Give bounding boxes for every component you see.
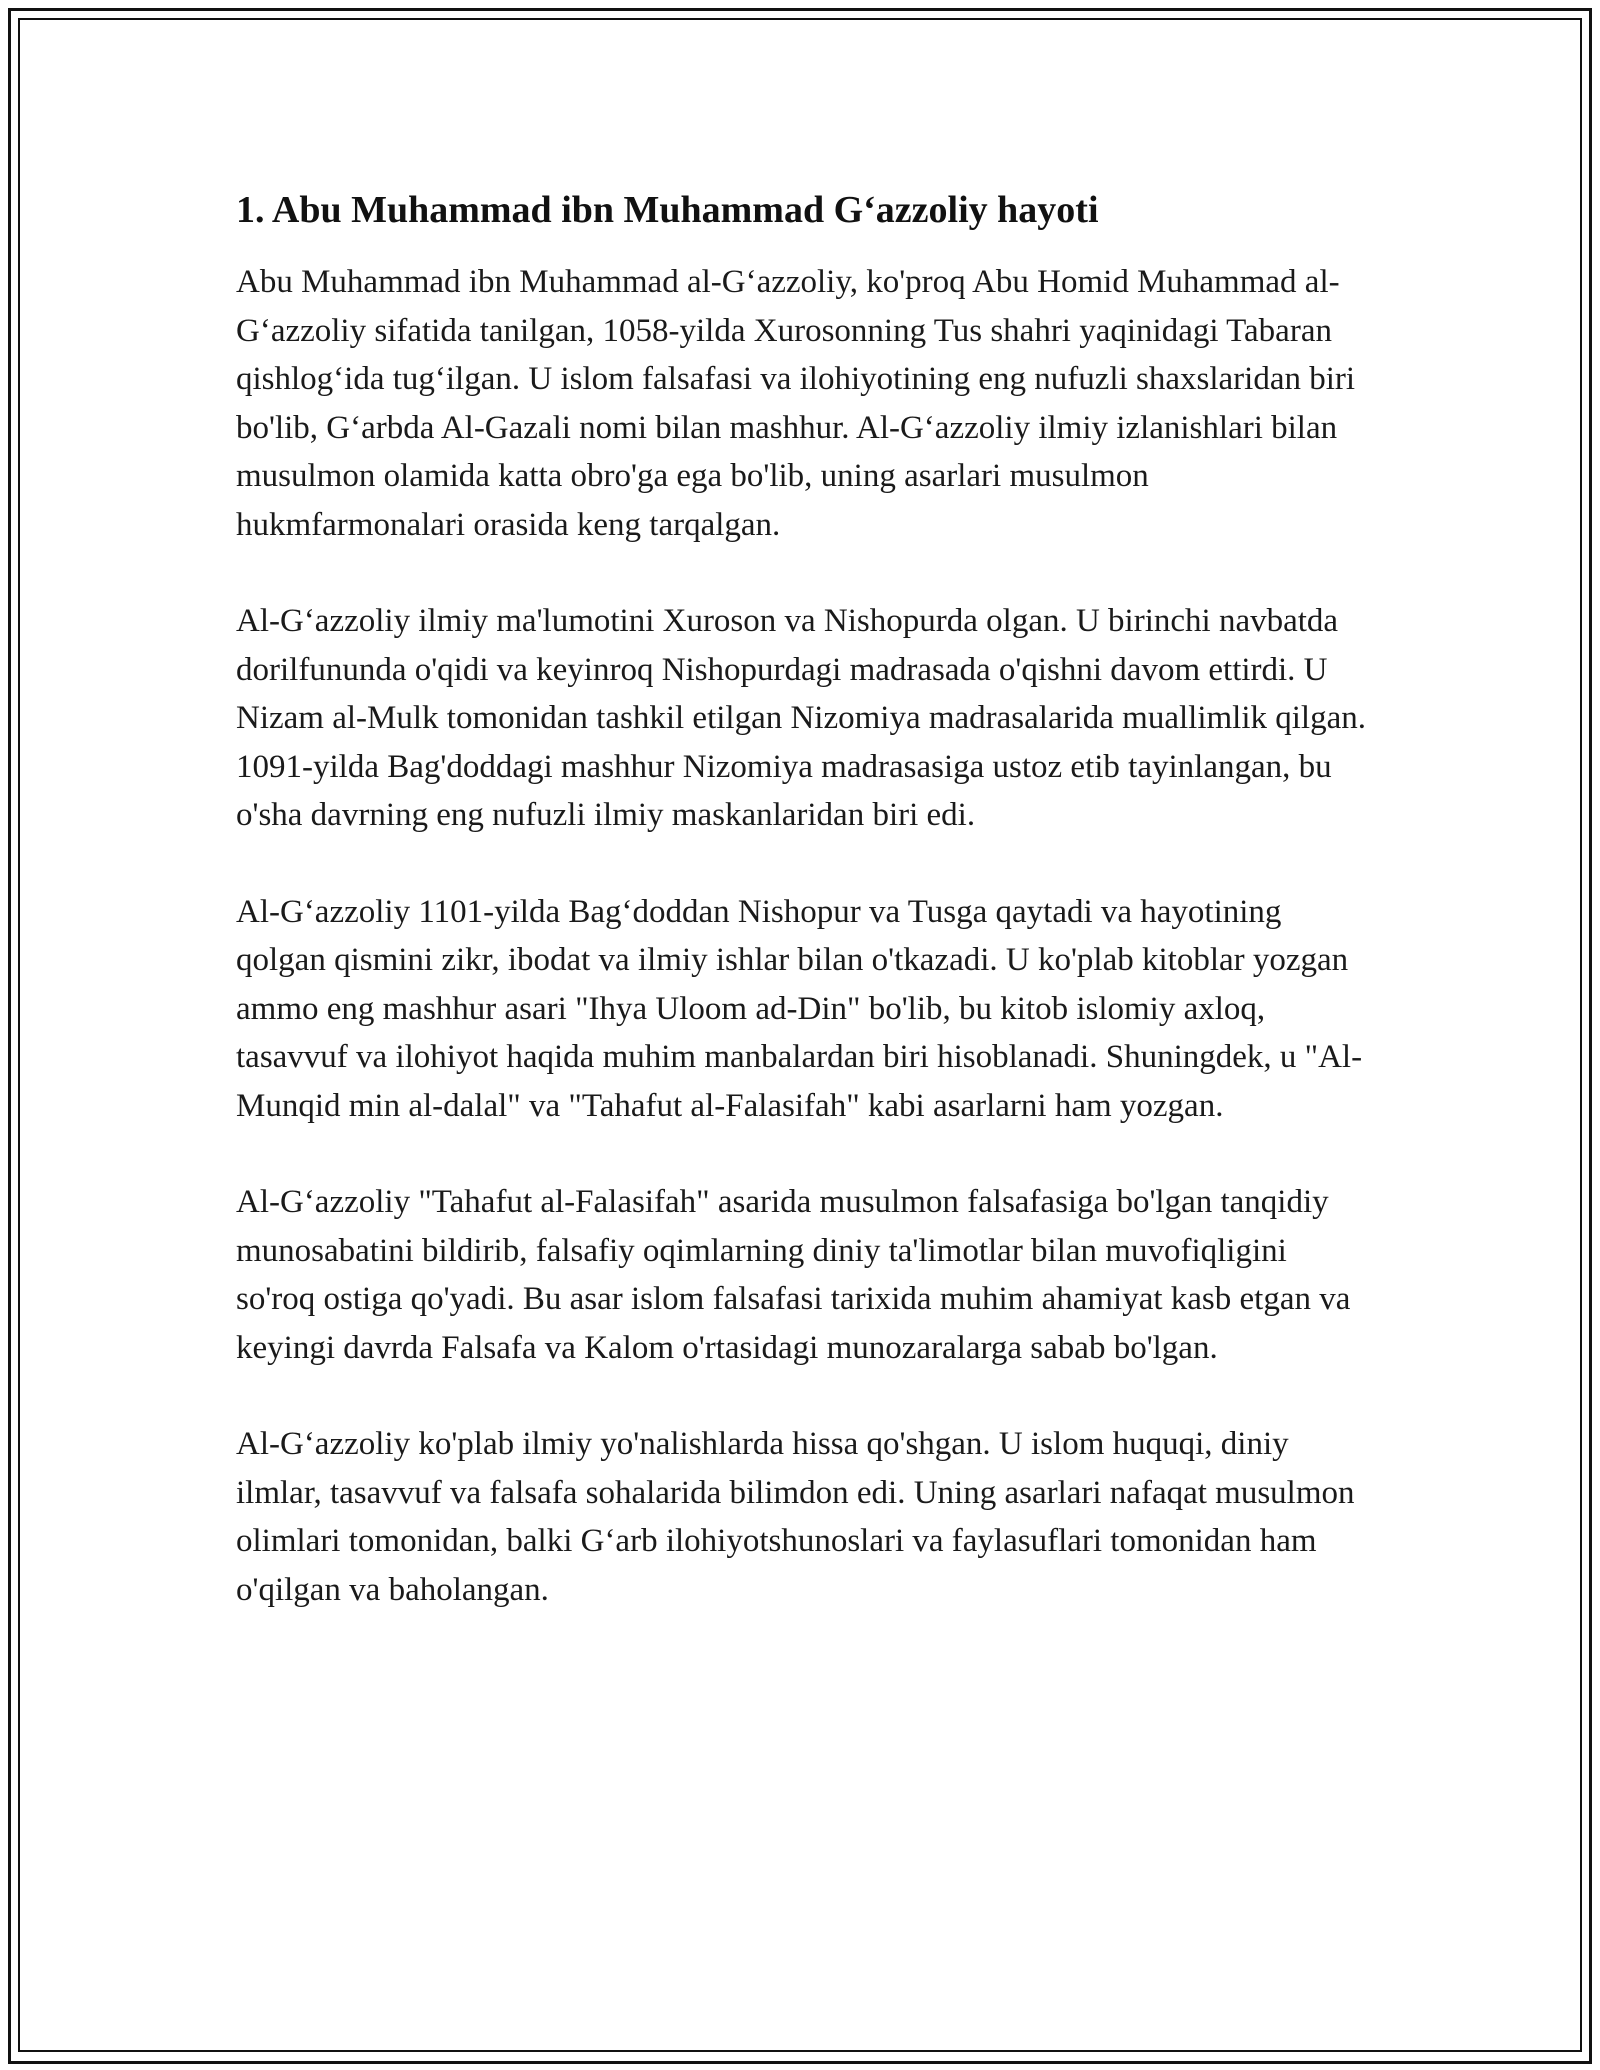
paragraph-3: Al-G‘azzoliy 1101-yilda Bag‘doddan Nishopur va Tusga qaytadi va hayotining qolgan qismini zikr, ibodat va ilmiy ishlar bilan o'tkazadi. U ko'plab kitoblar yozgan ammo eng mashhur asari "Ihya Uloom ad-Din" bo'lib, bu kitob islomiy axloq, tasavvuf va ilohiyot haqida muhim manbalardan biri hisoblanadi. Shuningdek, u "Al-Munqid min al-dalal" va "Tahafut al-Falasifah" kabi asarlarni ham yozgan. xyxy=(236,893,1363,1124)
document-body xyxy=(236,186,1366,1662)
paragraph-4: Al-G‘azzoliy "Tahafut al-Falasifah" asarida musulmon falsafasiga bo'lgan tanqidiy munosabatini bildirib, falsafiy oqimlarning diniy ta'limotlar bilan muvofiqligini so'roq ostiga qo'yadi. Bu asar islom falsafasi tarixida muhim ahamiyat kasb etgan va keyingi davrda Falsafa va Kalom o'rtasidagi munozaralarga sabab bo'lgan. xyxy=(236,1184,1351,1366)
paragraph-2: Al-G‘azzoliy ilmiy ma'lumotini Xuroson va Nishopurda olgan. U birinchi navbatda dorilfununda o'qidi va keyinroq Nishopurdagi madrasada o'qishni davom ettirdi. U Nizam al-Mulk tomonidan tashkil etilgan Nizomiya madrasalarida muallimlik qilgan. 1091-yilda Bag'doddagi mashhur Nizomiya madrasasiga ustoz etib tayinlangan, bu o'sha davrning eng nufuzli ilmiy maskanlaridan biri edi. xyxy=(236,603,1366,833)
section-heading: 1. Abu Muhammad ibn Muhammad G‘azzoliy hayoti xyxy=(236,189,1099,231)
paragraph-5: Al-G‘azzoliy ko'plab ilmiy yo'nalishlarda hissa qo'shgan. U islom huquqi, diniy ilmlar, tasavvuf va falsafa sohalarida bilimdon edi. Uning asarlari nafaqat musulmon olimlari tomonidan, balki G‘arb ilohiyotshunoslari va faylasuflari tomonidan ham o'qilgan va baholangan. xyxy=(236,1426,1355,1608)
paragraph-1: Abu Muhammad ibn Muhammad al-G‘azzoliy, ko'proq Abu Homid Muhammad al-G‘azzoliy sifatida tanilgan, 1058-yilda Xurosonning Tus shahri yaqinidagi Tabaran qishlog‘ida tug‘ilgan. U islom falsafasi va ilohiyotining eng nufuzli shaxslaridan biri bo'lib, G‘arbda Al-Gazali nomi bilan mashhur. Al-G‘azzoliy ilmiy izlanishlari bilan musulmon olamida katta obro'ga ega bo'lib, uning asarlari musulmon hukmfarmonalari orasida keng tarqalgan. xyxy=(236,264,1356,543)
